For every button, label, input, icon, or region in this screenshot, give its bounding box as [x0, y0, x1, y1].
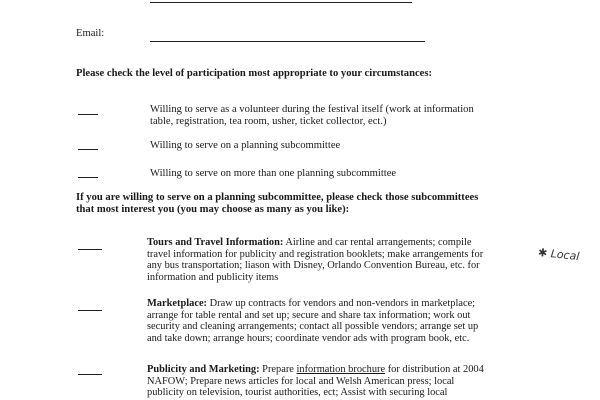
participation-checkbox-volunteer[interactable]	[78, 114, 98, 115]
subcommittee-publicity	[147, 364, 484, 399]
subcommittee-checkbox-tours[interactable]	[78, 249, 102, 250]
subcommittee-tours-desc-4: information and publicity items	[147, 271, 279, 283]
subcommittee-checkbox-marketplace[interactable]	[78, 310, 102, 311]
name-field-line	[150, 2, 412, 3]
subcommittee-tours	[147, 237, 483, 283]
subcommittee-tours-desc-3: any bus transportation; liason with Disney, Orlando Convention Bureau, etc. for	[147, 260, 480, 272]
subcommittee-publicity-desc-1a: Prepare	[259, 364, 297, 375]
subcommittee-marketplace-desc-2: arrange for table rental and set up; secure and share tax information; work out	[147, 309, 471, 321]
subcommittee-marketplace-desc-4: and take down; arrange hours; coordinate vendor ads with program book, etc.	[147, 332, 470, 344]
subcommittee-marketplace-title: Marketplace:	[147, 298, 208, 309]
participation-option-volunteer-line2: table, registration, tea room, usher, ticket collector, ect.)	[150, 116, 387, 127]
subcommittee-marketplace	[147, 298, 478, 344]
subcommittee-marketplace-desc-1: Draw up contracts for vendors and non-vendors in marketplace;	[207, 298, 476, 309]
email-field[interactable]	[150, 41, 425, 42]
subcommittee-prompt-line1: If you are willing to serve on a planning subcommittee, please check those subcommittees	[76, 192, 479, 203]
participation-option-volunteer-line1: Willing to serve as a volunteer during the festival itself (work at information	[150, 104, 474, 115]
participation-option-one-subcommittee: Willing to serve on a planning subcommittee	[150, 140, 341, 151]
subcommittee-publicity-title: Publicity and Marketing:	[147, 364, 260, 375]
subcommittee-publicity-desc-1b: information brochure	[296, 364, 386, 375]
participation-option-multiple-subcommittees: Willing to serve on more than one planning subcommittee	[150, 168, 397, 179]
participation-prompt: Please check the level of participation most appropriate to your circumstances:	[76, 68, 433, 79]
subcommittee-tours-title: Tours and Travel Information:	[147, 237, 284, 248]
margin-note: ✱ Local	[537, 245, 580, 264]
email-label: Email:	[76, 28, 105, 39]
subcommittee-publicity-desc-3: publicity on television, tourist authorities, ect; Assist with securing local	[147, 387, 448, 399]
subcommittee-publicity-desc-2: NAFOW; Prepare news articles for local and Welsh American press; local	[147, 375, 455, 387]
participation-checkbox-one-subcommittee[interactable]	[78, 149, 98, 150]
subcommittee-checkbox-publicity[interactable]	[78, 374, 102, 375]
subcommittee-prompt-line2: that most interest you (you may choose as many as you like):	[76, 204, 350, 215]
subcommittee-publicity-desc-1c: for distribution at 2004	[385, 364, 484, 375]
subcommittee-marketplace-desc-3: security and cleaning arrangements; contact all possible vendors; arrange set up	[147, 321, 479, 333]
subcommittee-tours-desc-1: Airline and car rental arrangements; compile	[283, 237, 472, 248]
participation-checkbox-multiple-subcommittees[interactable]	[78, 177, 98, 178]
subcommittee-tours-desc-2: travel information for publicity and registration booklets; make arrangements for	[147, 248, 484, 260]
